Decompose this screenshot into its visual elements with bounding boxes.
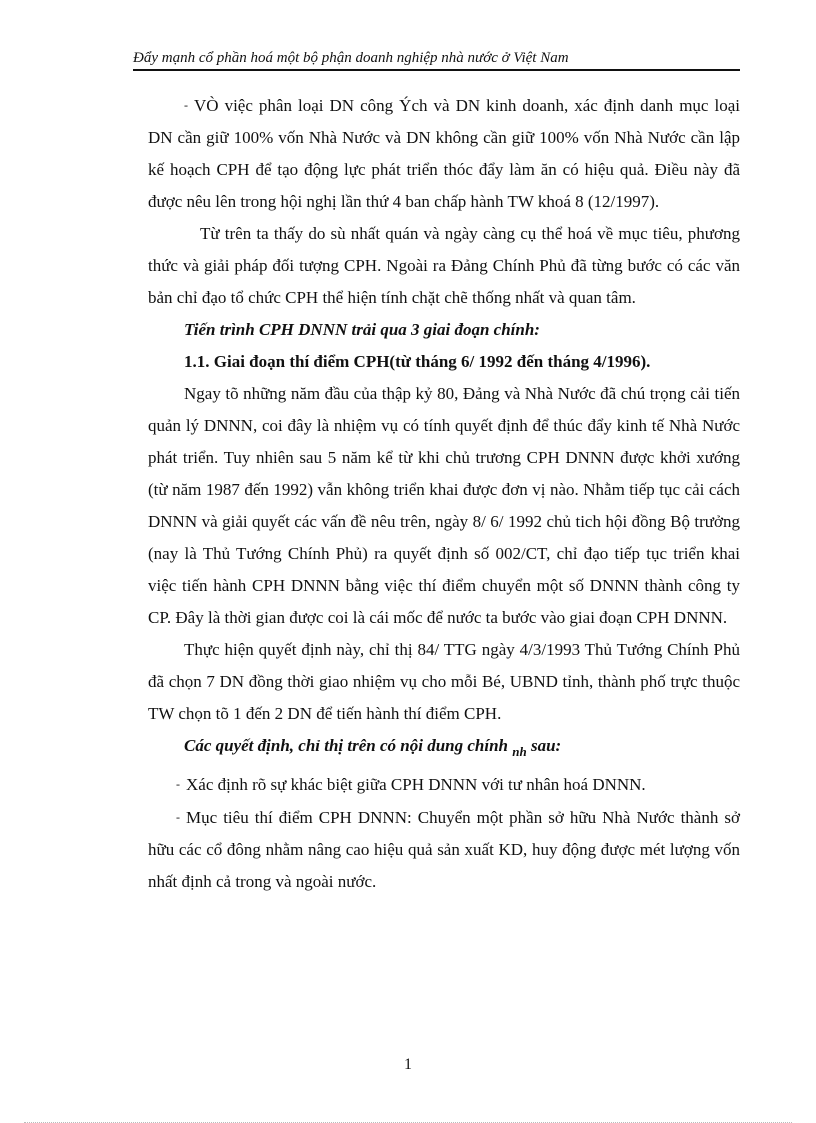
paragraph-text: VÒ việc phân loại DN công Ých và DN kinh doanh, xác định danh mục loại DN cần giữ 100% vốn Nhà Nước và DN không cần giữ 100% vốn Nhà Nước cần lập kế hoạch CPH để tạo động lực phát triển thóc đẩy làm ăn có hiệu quả. Điều này đã được nêu lên trong hội nghị lần thứ 4 ban chấp hành TW khoá 8 (12/1997).	[148, 96, 740, 211]
bullet-dash: -	[184, 98, 188, 112]
paragraph-directive-84: Thực hiện quyết định này, chỉ thị 84/ TTG ngày 4/3/1993 Thủ Tướng Chính Phủ đã chọn 7 DN đồng thời giao nhiệm vụ cho mỗi Bé, UBND tỉnh, thành phố trực thuộc TW chọn tõ 1 đến 2 DN để tiến hành thí điểm CPH.	[148, 640, 740, 723]
list-item	[148, 768, 740, 801]
running-header	[133, 49, 740, 71]
bullet-dash: -	[176, 810, 180, 824]
heading-text-end: sau:	[530, 736, 562, 755]
section-heading-process: Tiến trình CPH DNNN trải qua 3 giai đoạn chính:	[184, 320, 540, 339]
page-number: 1	[404, 1056, 412, 1073]
heading-text: Các quyết định, chỉ thị trên có nội dung chính	[184, 736, 509, 755]
list-item-text: Xác định rõ sự khác biệt giữa CPH DNNN với tư nhân hoá DNNN.	[186, 775, 646, 794]
paragraph-consistency: Từ trên ta thấy do sù nhất quán và ngày càng cụ thể hoá về mục tiêu, phương thức và giải pháp đối tượng CPH. Ngoài ra Đảng Chính Phủ đã từng bước có các văn bản chỉ đạo tổ chức CPH thể hiện tính chặt chẽ thống nhất và quan tâm.	[148, 224, 740, 307]
paragraph-classification	[148, 89, 740, 218]
section-heading-decisions	[148, 730, 740, 768]
document-body	[148, 89, 740, 898]
running-title: Đẩy mạnh cổ phần hoá một bộ phận doanh nghiệp nhà nước ở Việt Nam	[133, 50, 569, 66]
section-heading-pilot-phase: 1.1. Giai đoạn thí điểm CPH(từ tháng 6/ 1992 đến tháng 4/1996).	[184, 352, 651, 371]
list-item	[148, 801, 740, 898]
paragraph-pilot-background: Ngay tõ những năm đầu của thập kỷ 80, Đảng và Nhà Nước đã chú trọng cải tiến quản lý DNNN, coi đây là nhiệm vụ có tính quyết định để thúc đẩy kinh tế Nhà Nước phát triển. Tuy nhiên sau 5 năm kể từ khi chủ trương CPH DNNN được khởi xướng (từ năm 1987 đến 1992) vẫn không triển khai được đơn vị nào. Nhằm tiếp tục cải cách DNNN và giải quyết các vấn đề nêu trên, ngày 8/ 6/ 1992 chủ tich hội đồng Bộ trưởng (nay là Thủ Tướng Chính Phủ) ra quyết định số 002/CT, chỉ đạo tiếp tục triển khai việc tiến hành CPH DNNN bằng việc thí điểm chuyển một số DNNN thành công ty CP. Đây là thời gian được coi là cái mốc để nước ta bước vào giai đoạn CPH DNNN.	[148, 384, 740, 627]
heading-subscript: nh	[512, 744, 527, 759]
list-item-text: Mục tiêu thí điểm CPH DNNN: Chuyển một phần sở hữu Nhà Nước thành sở hữu các cổ đông nhằm nâng cao hiệu quả sản xuất KD, huy động được mét lượng vốn nhất định cả trong và ngoài nước.	[148, 808, 740, 891]
bullet-dash: -	[176, 777, 180, 791]
